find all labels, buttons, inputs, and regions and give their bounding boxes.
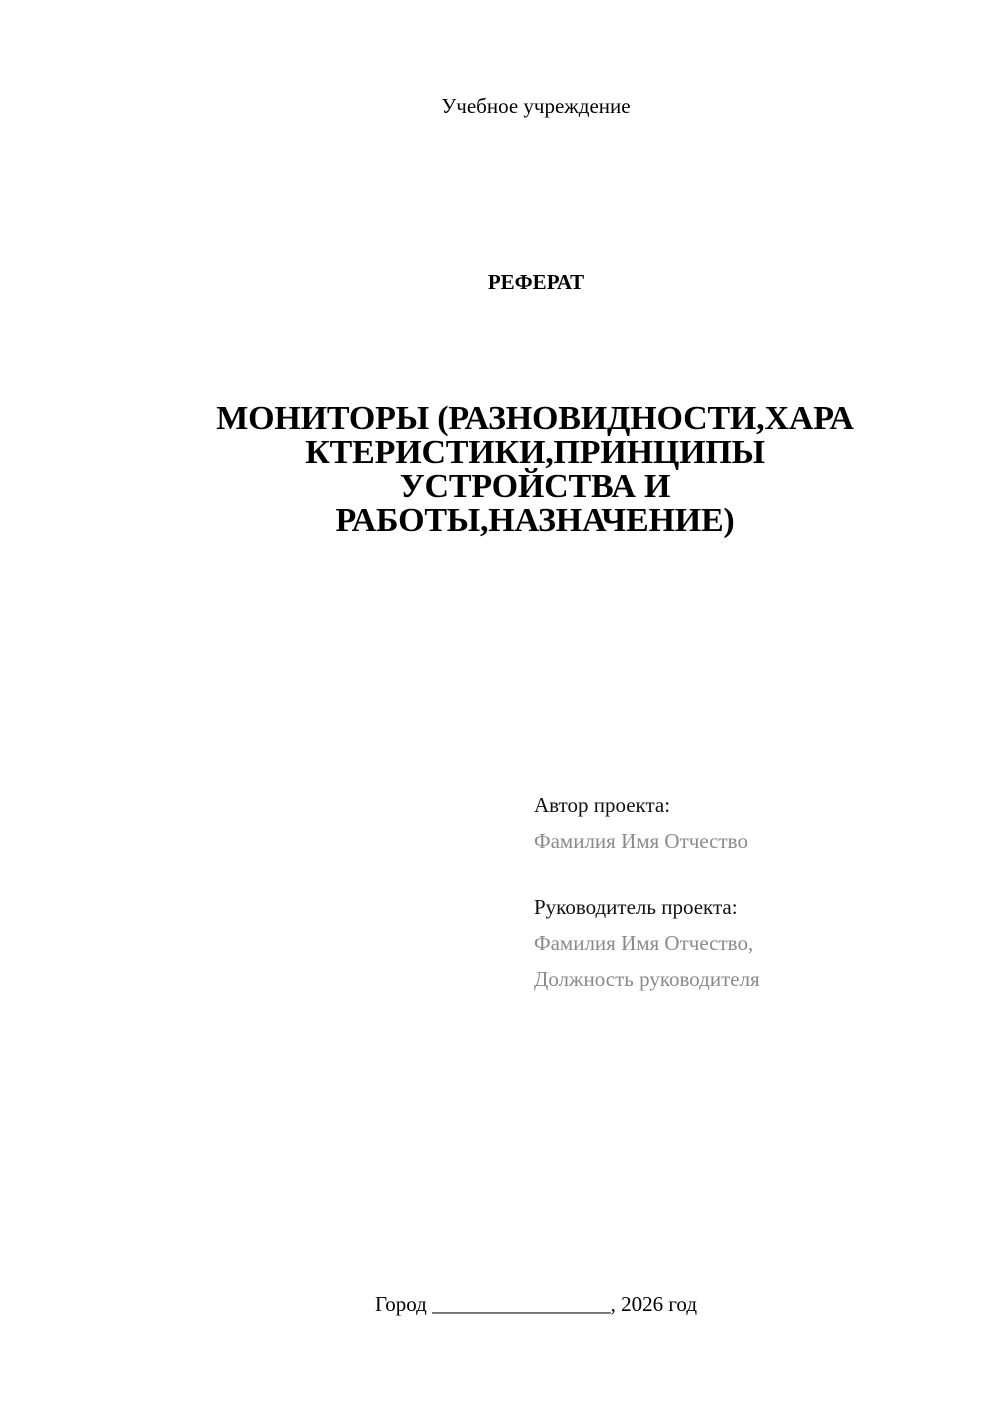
author-label: Автор проекта:	[534, 793, 671, 817]
title-line: РАБОТЫ,НАЗНАЧЕНИЕ)	[335, 502, 735, 539]
document-title	[160, 402, 910, 538]
supervisor-position: Должность руководителя	[534, 967, 760, 991]
credits-block	[534, 787, 974, 997]
credits-spacer	[534, 859, 974, 889]
document-type: РЕФЕРАТ	[487, 270, 585, 294]
supervisor-name: Фамилия Имя Отчество,	[534, 931, 754, 955]
author-name: Фамилия Имя Отчество	[534, 829, 748, 853]
supervisor-label: Руководитель проекта:	[534, 895, 738, 919]
title-line: КТЕРИСТИКИ,ПРИНЦИПЫ	[305, 434, 765, 471]
institution-name: Учебное учреждение	[441, 94, 631, 118]
title-line: МОНИТОРЫ (РАЗНОВИДНОСТИ,ХАРА	[216, 400, 854, 437]
title-line: УСТРОЙСТВА И	[399, 468, 671, 505]
city-year-line: Город _________________, 2026 год	[374, 1292, 698, 1316]
